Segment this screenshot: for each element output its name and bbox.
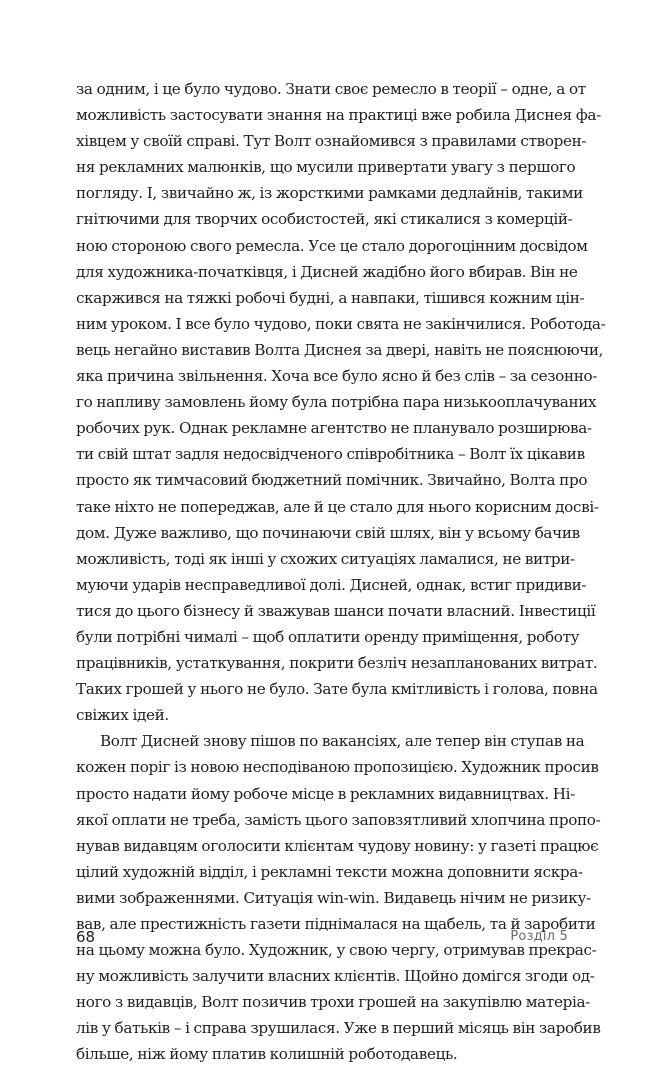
- text-line: ти свій штат задля недосвідченого співробітника – Волт їх цікавив: [76, 445, 585, 464]
- page-number: 68: [76, 928, 96, 946]
- text-line: погляду. І, звичайно ж, із жорсткими рамками дедлайнів, такими: [76, 184, 583, 203]
- text-line: ня рекламних малюнків, що мусили привертати увагу з першого: [76, 158, 576, 177]
- text-line: скаржився на тяжкі робочі будні, а навпаки, тішився кожним цін-: [76, 288, 585, 307]
- text-line: муючи ударів несправедливої долі. Дисней, однак, встиг придиви-: [76, 575, 587, 594]
- text-line: ним уроком. І все було чудово, поки свята не закінчилися. Роботода-: [76, 314, 606, 333]
- text-line: вав, але престижність газети піднімалася на щабель, та й заробити: [76, 915, 596, 933]
- text-line: дом. Дуже важливо, що починаючи свій шлях, він у всьому бачив: [76, 523, 580, 542]
- text-line: таке ніхто не попереджав, але й це стало для нього корисним досві-: [76, 497, 599, 516]
- paragraph: [76, 76, 606, 728]
- text-line: ну можливість залучити власних клієнтів. Щойно домігся згоди од-: [76, 967, 595, 986]
- text-line: на цьому можна було. Художник, у свою чергу, отримував прекрас-: [76, 941, 597, 960]
- text-line: ного з видавців, Волт позичив трохи грошей на закупівлю матеріа-: [76, 993, 590, 1012]
- text-line: хівцем у своїй справі. Тут Волт ознайомився з правилами створен-: [76, 132, 587, 151]
- text-line: Волт Дисней знову пішов по вакансіях, але тепер він ступав на: [100, 732, 585, 751]
- text-line: кожен поріг із новою несподіваною пропозицією. Художник просив: [76, 758, 599, 777]
- text-line: вець негайно виставив Волта Диснея за двері, навіть не пояснюючи,: [76, 340, 604, 359]
- text-line: ною стороною свого ремесла. Усе це стало дорогоцінним досвідом: [76, 236, 588, 255]
- text-line: Таких грошей у нього не було. Зате була кмітливість і голова, повна: [76, 680, 598, 699]
- text-line: за одним, і це було чудово. Знати своє ремесло в теорії – одне, а от: [76, 80, 586, 98]
- text-line: робочих рук. Однак рекламне агентство не планувало розширюва-: [76, 419, 592, 438]
- text-line: більше, ніж йому платив колишній роботодавець.: [76, 1045, 458, 1064]
- text-line: нував видавцям оголосити клієнтам чудову новину: у газеті працює: [76, 836, 599, 855]
- chapter-label: Розділ 5: [510, 929, 568, 944]
- text-line: тися до цього бізнесу й зважував шанси почати власний. Інвестиції: [76, 601, 596, 620]
- text-line: яка причина звільнення. Хоча все було ясно й без слів – за сезонно-: [76, 367, 598, 386]
- text-line: гнітючими для творчих особистостей, які стикалися з комерцій-: [76, 210, 573, 229]
- text-line: якої оплати не треба, замість цього заповзятливий хлопчина пропо-: [76, 810, 601, 829]
- text-line: можливість застосувати знання на практиці вже робила Диснея фа-: [76, 106, 601, 125]
- text-line: го напливу замовлень йому була потрібна пара низькооплачуваних: [76, 393, 597, 412]
- text-line: свіжих ідей.: [76, 706, 169, 725]
- paragraph: [76, 728, 601, 1067]
- text-line: просто як тимчасовий бюджетний помічник. Звичайно, Волта про: [76, 471, 588, 490]
- text-line: лів у батьків – і справа зрушилася. Уже в перший місяць він заробив: [76, 1019, 601, 1038]
- text-line: працівників, устаткування, покрити безліч незапланованих витрат.: [76, 654, 598, 673]
- text-line: вими зображеннями. Ситуація win-win. Видавець нічим не ризику-: [76, 888, 591, 907]
- text-line: цілий художній відділ, і рекламні тексти можна доповнити яскра-: [76, 862, 583, 881]
- body-text: [76, 76, 606, 1068]
- text-line: можливість, тоді як інші у схожих ситуаціях ламалися, не витри-: [76, 549, 575, 568]
- text-line: для художника-початківця, і Дисней жадібно його вбирав. Він не: [76, 262, 578, 281]
- text-line: просто надати йому робоче місце в рекламних видавництвах. Ні-: [76, 784, 575, 803]
- page-footer: [76, 928, 568, 952]
- text-line: були потрібні чималі – щоб оплатити оренду приміщення, роботу: [76, 627, 580, 646]
